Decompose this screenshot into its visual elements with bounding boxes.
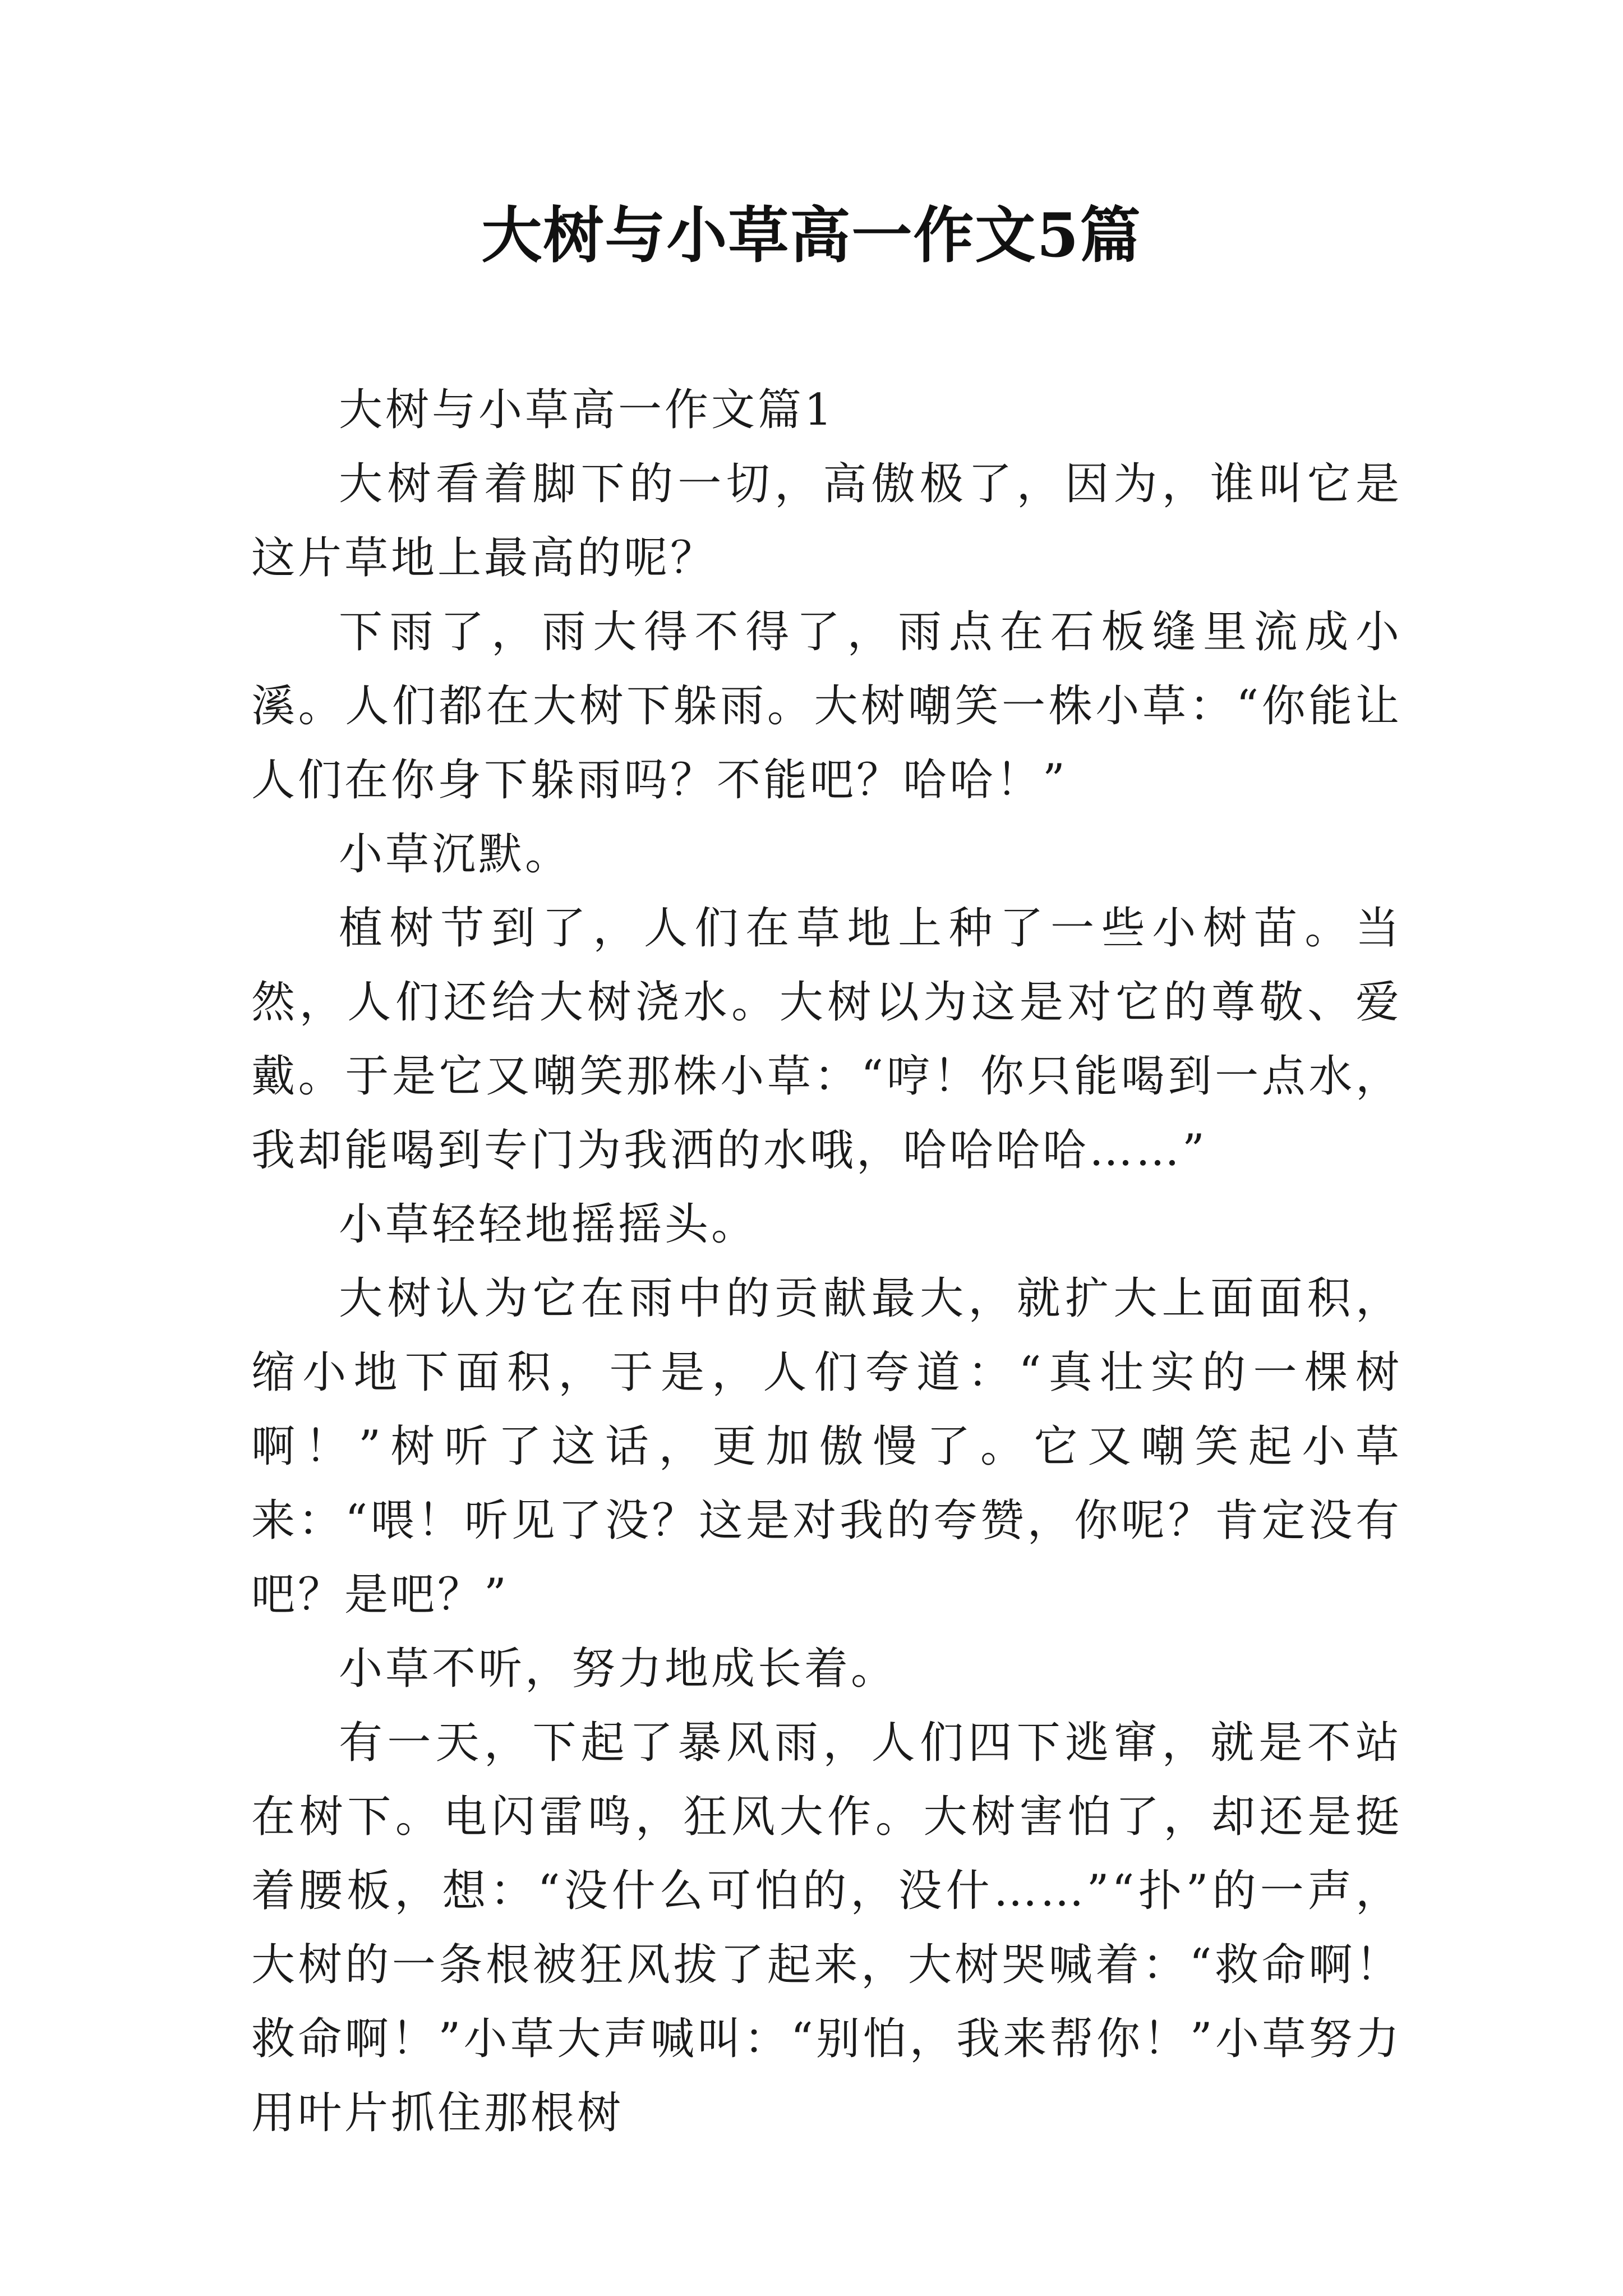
document-body: [251, 373, 1402, 2150]
paragraph: 植树节到了，人们在草地上种了一些小树苗。当然，人们还给大树浇水。大树以为这是对它的尊敬、爱戴。于是它又嘲笑那株小草：“哼！你只能喝到一点水，我却能喝到专门为我洒的水哦，哈哈哈哈……”: [251, 903, 1402, 1176]
paragraph: 小草轻轻地摇摇头。: [339, 1199, 758, 1250]
paragraph: 大树看着脚下的一切，高傲极了，因为，谁叫它是这片草地上最高的呢？: [251, 459, 1402, 583]
paragraph: 大树认为它在雨中的贡献最大，就扩大上面面积，缩小地下面积，于是，人们夸道：“真壮实的一棵树啊！”树听了这话，更加傲慢了。它又嘲笑起小草来：“喂！听见了没？这是对我的夸赞，你呢？肯定没有吧？是吧？”: [251, 1273, 1402, 1620]
paragraph: 小草不听，努力地成长着。: [339, 1644, 898, 1694]
paragraph-heading: 大树与小草高一作文篇1: [339, 385, 835, 435]
paragraph: 有一天，下起了暴风雨，人们四下逃窜，就是不站在树下。电闪雷鸣，狂风大作。大树害怕了，却还是挺着腰板，想：“没什么可怕的，没什……”“扑”的一声，大树的一条根被狂风拔了起来，大树哭喊着：“救命啊！救命啊！”小草大声喊叫：“别怕，我来帮你！”小草努力用叶片抓住那根树: [251, 1718, 1402, 2138]
document-title: 大树与小草高一作文5篇: [481, 200, 1142, 271]
paragraph: 小草沉默。: [339, 829, 572, 880]
paragraph: 下雨了，雨大得不得了，雨点在石板缝里流成小溪。人们都在大树下躲雨。大树嘲笑一株小草：“你能让人们在你身下躲雨吗？不能吧？哈哈！”: [251, 607, 1402, 806]
